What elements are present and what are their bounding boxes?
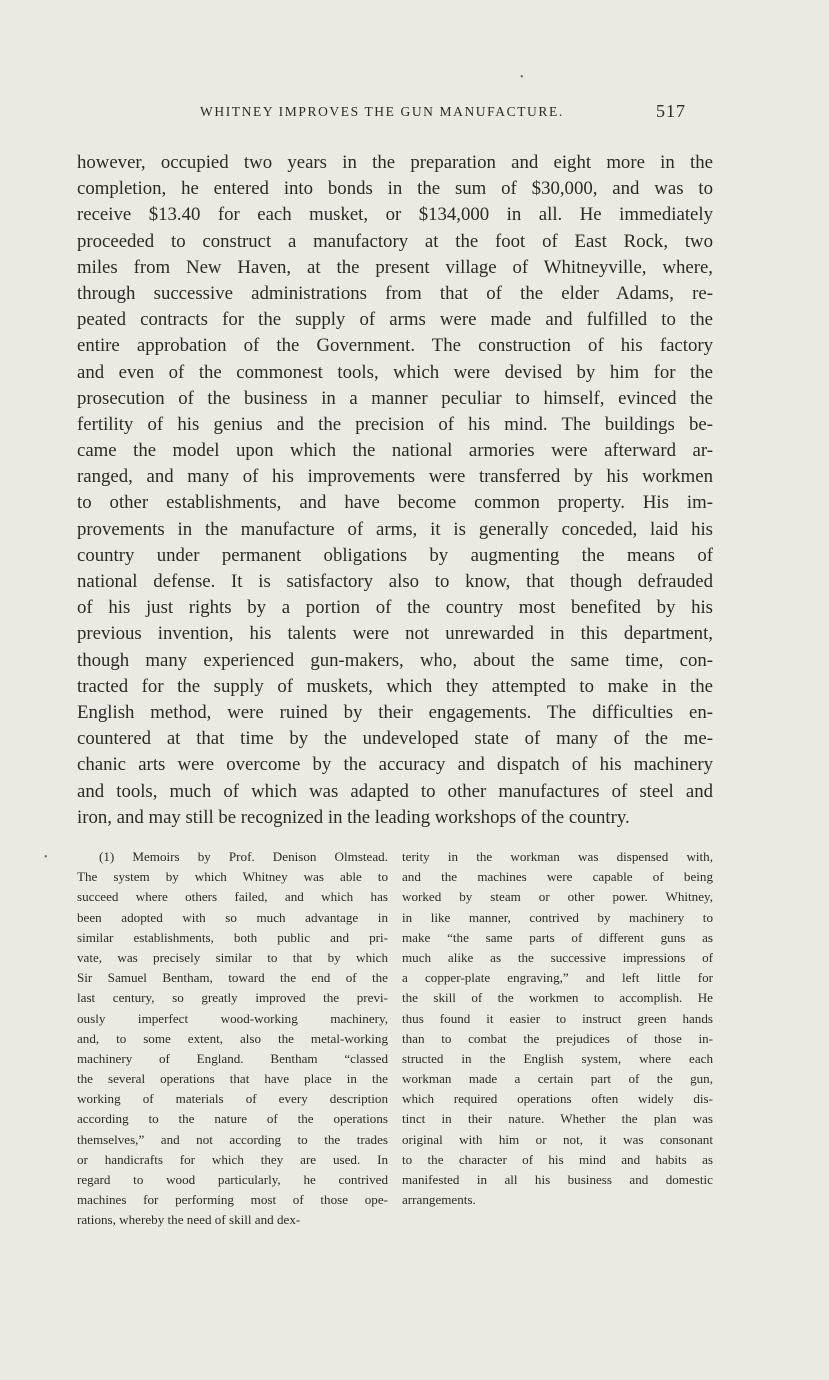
text-line: workman made a certain part of the gun, — [402, 1071, 713, 1087]
text-line: provements in the manufacture of arms, it is generally conceded, laid his — [77, 518, 713, 540]
text-line: the several operations that have place in the — [77, 1071, 388, 1087]
text-line: succeed where others failed, and which has — [77, 889, 388, 905]
margin-dot-mark: • — [44, 852, 48, 863]
text-line: Sir Samuel Bentham, toward the end of the — [77, 970, 388, 986]
page-number: 517 — [656, 101, 686, 121]
text-line: came the model upon which the national armories were afterward ar- — [77, 440, 713, 462]
text-line: machines for performing most of those ope- — [77, 1192, 388, 1208]
footnote-column-right — [402, 847, 713, 1231]
text-line: terity in the workman was dispensed with, — [402, 849, 713, 864]
footnote-column-left — [77, 847, 388, 1231]
text-line: themselves,” and not according to the trades — [77, 1131, 388, 1147]
text-line: regard to wood particularly, he contrived — [77, 1172, 388, 1187]
text-line: entire approbation of the Government. The construction of his factory — [77, 335, 713, 357]
text-line: and, to some extent, also the metal-working — [77, 1030, 388, 1046]
text-line: miles from New Haven, at the present village of Whitneyville, where, — [77, 256, 713, 278]
main-text — [77, 150, 713, 831]
text-line: manifested in all his business and domestic — [402, 1172, 713, 1187]
text-line: completion, he entered into bonds in the sum of $30,000, and was to — [77, 178, 713, 200]
text-line: thus found it easier to instruct green hands — [402, 1010, 713, 1026]
footnote — [77, 847, 713, 1231]
text-line: country under permanent obligations by augmenting the means of — [77, 544, 713, 566]
text-line: national defense. It is satisfactory also to know, that though defrauded — [77, 571, 713, 592]
text-line: English method, were ruined by their engagements. The difficulties en- — [77, 701, 713, 723]
text-line: than to combat the prejudices of those in- — [402, 1030, 713, 1046]
text-line: of his just rights by a portion of the country most benefited by his — [77, 597, 713, 619]
text-line: make “the same parts of different guns as — [402, 929, 713, 945]
text-line: according to the nature of the operations — [77, 1111, 388, 1127]
text-line: original with him or not, it was consonant — [402, 1131, 713, 1147]
text-line: though many experienced gun-makers, who, about the same time, con- — [77, 649, 713, 671]
text-line: rations, whereby the need of skill and dex- — [77, 1212, 301, 1228]
text-line: however, occupied two years in the preparation and eight more in the — [77, 152, 713, 173]
text-line: which required operations often widely dis- — [402, 1091, 713, 1107]
text-line: similar establishments, both public and pri- — [77, 929, 388, 945]
text-line: and the machines were capable of being — [402, 869, 713, 885]
running-title: WHITNEY IMPROVES THE GUN MANUFACTURE. — [200, 104, 564, 119]
text-line: countered at that time by the undeveloped state of many of the me- — [77, 728, 713, 750]
running-header — [200, 101, 686, 121]
text-line: machinery of England. Bentham “classed — [77, 1050, 388, 1066]
text-line: in like manner, contrived by machinery to — [402, 909, 713, 925]
text-line: ously imperfect wood-working machinery, — [77, 1010, 388, 1026]
text-line: tinct in their nature. Whether the plan was — [402, 1111, 713, 1127]
speck-mark: • — [520, 72, 524, 83]
text-line: proceeded to construct a manufactory at the foot of East Rock, two — [77, 230, 713, 252]
text-line: through successive administrations from that of the elder Adams, re- — [77, 282, 713, 304]
text-line: and tools, much of which was adapted to other manufactures of steel and — [77, 780, 713, 802]
text-line: previous invention, his talents were not unrewarded in this department, — [77, 623, 713, 645]
text-line: The system by which Whitney was able to — [77, 869, 388, 885]
text-line: to other establishments, and have become common property. His im- — [77, 492, 713, 514]
text-line: working of materials of every description — [77, 1091, 388, 1107]
text-line: prosecution of the business in a manner peculiar to himself, evinced the — [77, 387, 713, 409]
text-line: chanic arts were overcome by the accuracy and dispatch of his machinery — [77, 754, 713, 776]
text-line: ranged, and many of his improvements were transferred by his workmen — [77, 466, 713, 488]
text-line: peated contracts for the supply of arms were made and fulfilled to the — [77, 309, 713, 331]
text-line: or handicrafts for which they are used. In — [77, 1151, 388, 1167]
text-line: a copper-plate engraving,” and left little for — [402, 970, 713, 986]
text-line: fertility of his genius and the precision of his mind. The buildings be- — [77, 413, 713, 435]
text-line: tracted for the supply of muskets, which they attempted to make in the — [77, 675, 713, 697]
text-line: last century, so greatly improved the previ- — [77, 990, 388, 1006]
text-line: iron, and may still be recognized in the leading workshops of the country. — [77, 806, 630, 828]
text-line: receive $13.40 for each musket, or $134,000 in all. He immediately — [77, 204, 713, 226]
text-line: and even of the commonest tools, which were devised by him for the — [77, 361, 713, 383]
text-line: structed in the English system, where each — [402, 1050, 713, 1066]
text-line: vate, was precisely similar to that by which — [77, 949, 388, 965]
text-line: to the character of his mind and habits as — [402, 1151, 713, 1167]
text-line: (1) Memoirs by Prof. Denison Olmstead. — [99, 849, 388, 864]
text-line: the skill of the workmen to accomplish. He — [402, 990, 713, 1006]
text-line: been adopted with so much advantage in — [77, 909, 388, 925]
text-line: arrangements. — [402, 1192, 476, 1208]
text-line: much alike as the successive impressions of — [402, 949, 713, 965]
text-line: worked by steam or other power. Whitney, — [402, 889, 713, 905]
